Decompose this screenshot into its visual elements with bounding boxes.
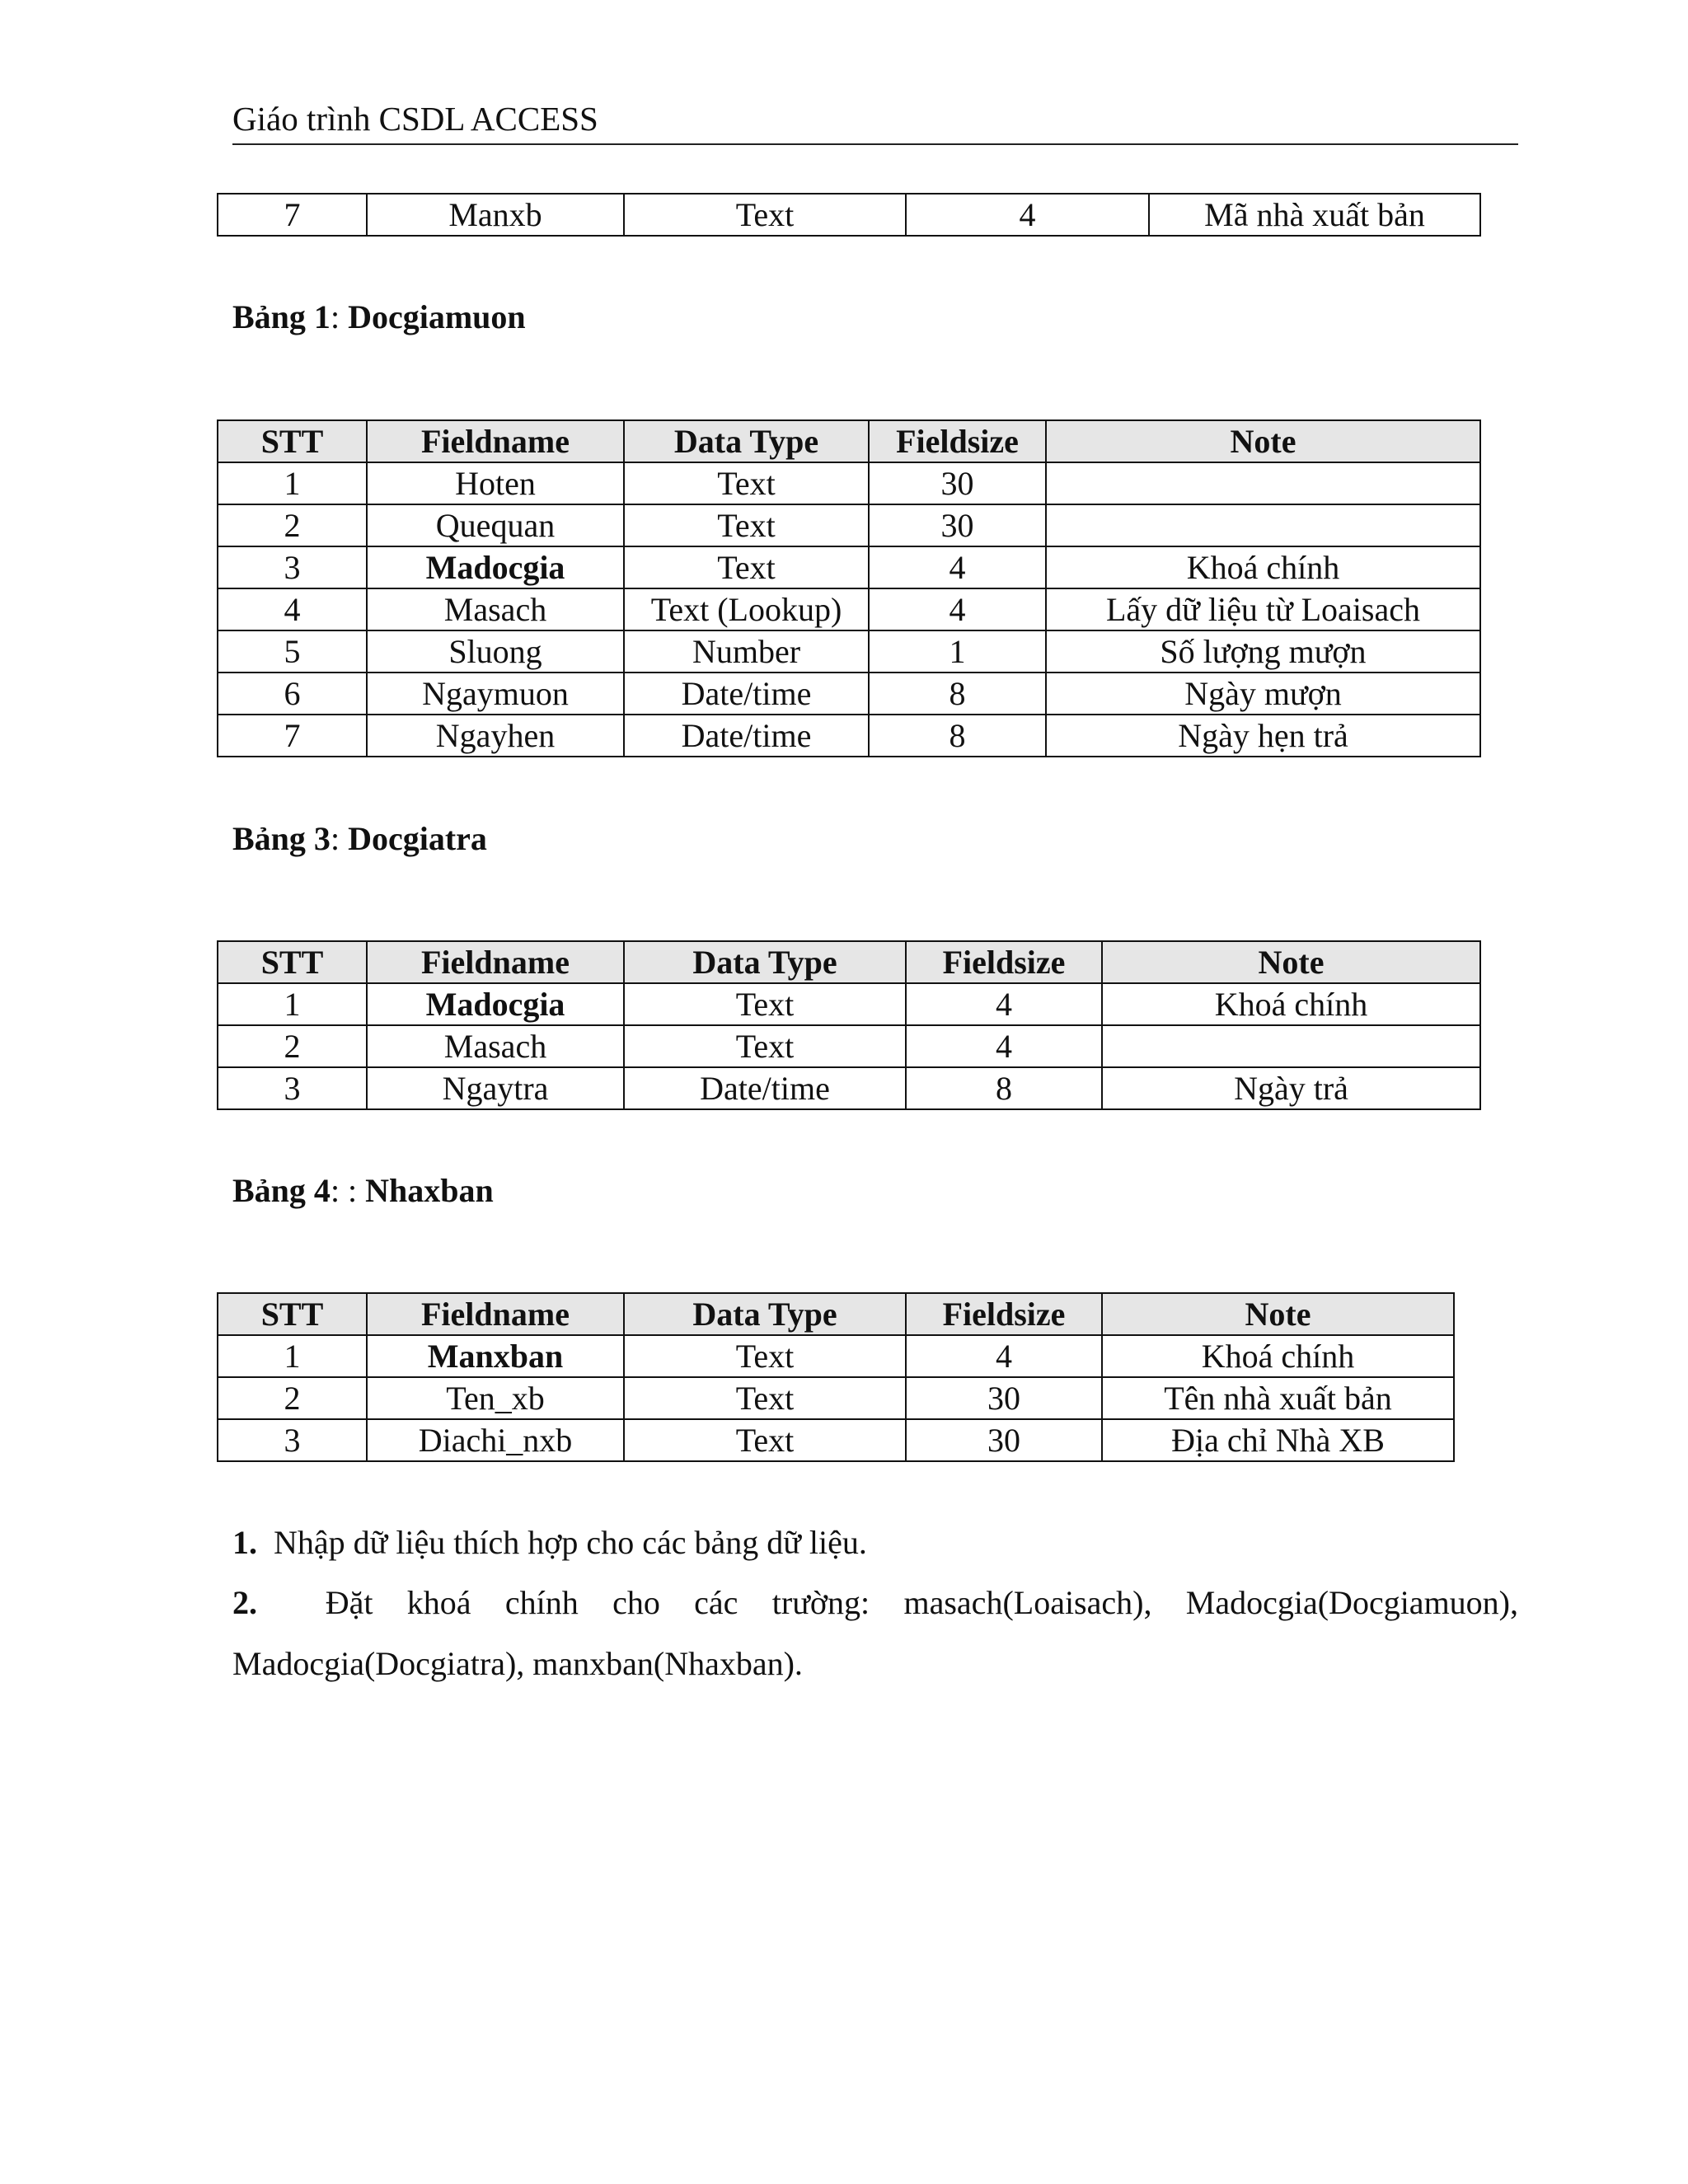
table-header-row xyxy=(218,1293,1454,1335)
cell-fieldname: Manxb xyxy=(367,194,624,236)
cell-note: Khoá chính xyxy=(1046,546,1480,588)
cell-fieldsize: 4 xyxy=(869,546,1046,588)
cell-stt: 1 xyxy=(218,462,367,504)
header-fieldsize: Fieldsize xyxy=(906,941,1102,983)
header-datatype: Data Type xyxy=(624,1293,906,1335)
header-stt: STT xyxy=(218,420,367,462)
cell-fieldname: Madocgia xyxy=(367,983,624,1025)
table-row xyxy=(218,983,1480,1025)
cell-note: Khoá chính xyxy=(1102,1335,1454,1377)
cell-stt: 1 xyxy=(218,1335,367,1377)
cell-fieldname: Ten_xb xyxy=(367,1377,624,1419)
cell-stt: 3 xyxy=(218,1419,367,1461)
table4-title-name: Nhaxban xyxy=(365,1172,494,1209)
table-row xyxy=(218,1377,1454,1419)
cell-note: Địa chỉ Nhà XB xyxy=(1102,1419,1454,1461)
cell-fieldsize: 8 xyxy=(906,1067,1102,1109)
table4-title xyxy=(232,1170,494,1212)
instruction-text: Nhập dữ liệu thích hợp cho các bảng dữ liệu. xyxy=(274,1524,867,1561)
cell-fieldsize: 30 xyxy=(906,1377,1102,1419)
cell-fieldname: Masach xyxy=(367,588,624,630)
table-header-row xyxy=(218,420,1480,462)
cell-note xyxy=(1046,504,1480,546)
cell-fieldsize: 4 xyxy=(906,1025,1102,1067)
cell-note: Ngày trả xyxy=(1102,1067,1480,1109)
table3-title-name: Docgiatra xyxy=(348,820,487,857)
header-stt: STT xyxy=(218,941,367,983)
cell-fieldsize: 1 xyxy=(869,630,1046,673)
table-row xyxy=(218,673,1480,715)
header-fieldname: Fieldname xyxy=(367,1293,624,1335)
table-row xyxy=(218,1419,1454,1461)
table-row xyxy=(218,546,1480,588)
cell-note: Mã nhà xuất bản xyxy=(1149,194,1480,236)
top-table xyxy=(217,193,1481,237)
cell-note xyxy=(1046,462,1480,504)
cell-fieldname: Ngayhen xyxy=(367,715,624,757)
cell-datatype: Text (Lookup) xyxy=(624,588,869,630)
cell-stt: 2 xyxy=(218,1025,367,1067)
cell-stt: 7 xyxy=(218,715,367,757)
cell-fieldname: Ngaymuon xyxy=(367,673,624,715)
cell-fieldsize: 4 xyxy=(906,983,1102,1025)
cell-datatype: Text xyxy=(624,1025,906,1067)
cell-stt: 2 xyxy=(218,1377,367,1419)
header-stt: STT xyxy=(218,1293,367,1335)
header-note: Note xyxy=(1046,420,1480,462)
cell-stt: 1 xyxy=(218,983,367,1025)
table1-title-name: Docgiamuon xyxy=(348,298,526,335)
table-row xyxy=(218,715,1480,757)
cell-stt: 7 xyxy=(218,194,367,236)
table3-title-sep: : xyxy=(330,820,349,857)
table-header-row xyxy=(218,941,1480,983)
cell-fieldname: Masach xyxy=(367,1025,624,1067)
cell-note: Ngày mượn xyxy=(1046,673,1480,715)
instruction-2 xyxy=(232,1572,1518,1694)
table1-title-sep: : xyxy=(330,298,349,335)
cell-fieldname: Diachi_nxb xyxy=(367,1419,624,1461)
header-datatype: Data Type xyxy=(624,941,906,983)
cell-stt: 5 xyxy=(218,630,367,673)
cell-datatype: Text xyxy=(624,1419,906,1461)
header-fieldsize: Fieldsize xyxy=(906,1293,1102,1335)
header-datatype: Data Type xyxy=(624,420,869,462)
table-row xyxy=(218,462,1480,504)
header-fieldname: Fieldname xyxy=(367,420,624,462)
table-row xyxy=(218,588,1480,630)
cell-stt: 3 xyxy=(218,546,367,588)
table1-title xyxy=(232,297,526,338)
cell-datatype: Text xyxy=(624,546,869,588)
cell-fieldsize: 30 xyxy=(869,462,1046,504)
header-note: Note xyxy=(1102,941,1480,983)
cell-stt: 4 xyxy=(218,588,367,630)
cell-fieldname: Manxban xyxy=(367,1335,624,1377)
table3-title-prefix: Bảng 3 xyxy=(232,820,331,857)
table4-title-prefix: Bảng 4 xyxy=(232,1172,331,1209)
header-fieldname: Fieldname xyxy=(367,941,624,983)
cell-datatype: Date/time xyxy=(624,715,869,757)
cell-fieldname: Madocgia xyxy=(367,546,624,588)
cell-fieldsize: 8 xyxy=(869,673,1046,715)
cell-datatype: Text xyxy=(624,1335,906,1377)
instruction-1 xyxy=(232,1512,1518,1573)
header-fieldsize: Fieldsize xyxy=(869,420,1046,462)
cell-fieldsize: 4 xyxy=(906,194,1149,236)
table-row xyxy=(218,630,1480,673)
cell-datatype: Text xyxy=(624,462,869,504)
cell-fieldname: Hoten xyxy=(367,462,624,504)
table-row xyxy=(218,1025,1480,1067)
cell-fieldname: Ngaytra xyxy=(367,1067,624,1109)
cell-fieldsize: 30 xyxy=(869,504,1046,546)
cell-datatype: Text xyxy=(624,983,906,1025)
table3-title xyxy=(232,818,487,860)
cell-datatype: Text xyxy=(624,1377,906,1419)
table-row xyxy=(218,1335,1454,1377)
table3 xyxy=(217,940,1481,1110)
cell-datatype: Text xyxy=(624,504,869,546)
cell-note: Số lượng mượn xyxy=(1046,630,1480,673)
instruction-text: Đặt khoá chính cho các trường: masach(Loaisach), Madocgia(Docgiamuon), Madocgia(Docgiatra), manxban(Nhaxban). xyxy=(232,1584,1518,1682)
cell-stt: 3 xyxy=(218,1067,367,1109)
cell-datatype: Date/time xyxy=(624,1067,906,1109)
cell-note: Ngày hẹn trả xyxy=(1046,715,1480,757)
cell-datatype: Text xyxy=(624,194,906,236)
table4 xyxy=(217,1292,1455,1462)
cell-fieldsize: 30 xyxy=(906,1419,1102,1461)
cell-fieldname: Quequan xyxy=(367,504,624,546)
cell-note: Khoá chính xyxy=(1102,983,1480,1025)
header-note: Note xyxy=(1102,1293,1454,1335)
instruction-number: 2. xyxy=(232,1584,257,1621)
cell-datatype: Number xyxy=(624,630,869,673)
cell-fieldsize: 4 xyxy=(906,1335,1102,1377)
cell-stt: 6 xyxy=(218,673,367,715)
page-header: Giáo trình CSDL ACCESS xyxy=(232,97,1518,145)
table-row xyxy=(218,504,1480,546)
cell-datatype: Date/time xyxy=(624,673,869,715)
table1-title-prefix: Bảng 1 xyxy=(232,298,331,335)
cell-note xyxy=(1102,1025,1480,1067)
cell-note: Tên nhà xuất bản xyxy=(1102,1377,1454,1419)
table1 xyxy=(217,419,1481,757)
cell-note: Lấy dữ liệu từ Loaisach xyxy=(1046,588,1480,630)
cell-fieldsize: 8 xyxy=(869,715,1046,757)
instruction-number: 1. xyxy=(232,1524,257,1561)
cell-fieldname: Sluong xyxy=(367,630,624,673)
table-row xyxy=(218,194,1480,236)
table-row xyxy=(218,1067,1480,1109)
cell-fieldsize: 4 xyxy=(869,588,1046,630)
table4-title-sep: : : xyxy=(330,1172,366,1209)
cell-stt: 2 xyxy=(218,504,367,546)
